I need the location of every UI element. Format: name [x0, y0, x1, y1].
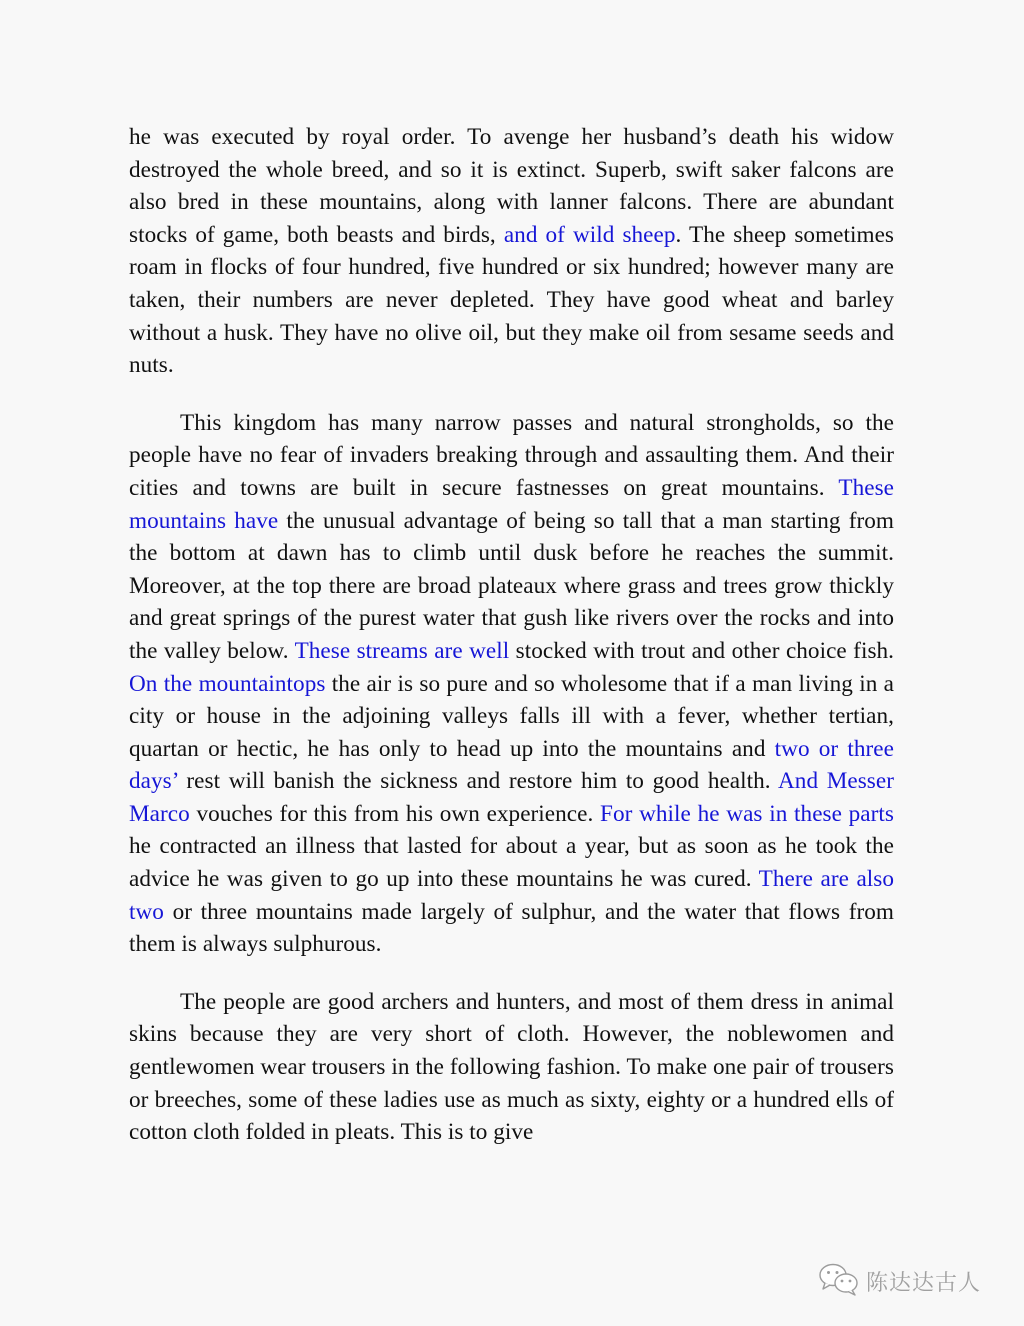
- watermark-text: 陈达达古人: [866, 1271, 982, 1296]
- highlighted-text: And Messer Marco: [129, 768, 894, 827]
- text-segment: he was executed by royal order. To avenge her husband’s death his widow destroyed the whole breed, and so it is extinct. Superb, swift saker falcons are also bred in these mountains, along with lanner falcons. There are abundant stocks of game, both beasts and birds,: [129, 124, 894, 248]
- highlighted-text: On the mountaintops: [129, 670, 326, 697]
- text-segment: . The sheep sometimes roam in flocks of four hundred, five hundred or six hundred; however many are taken, their numbers are never depleted. They have good wheat and barley without a husk. They have no olive oil, but they make oil from sesame seeds and nuts.: [129, 221, 894, 379]
- highlighted-text: and of wild sheep: [503, 221, 676, 248]
- text-segment: stocked with trout and other choice fish.: [509, 637, 895, 664]
- watermark: [818, 1262, 981, 1301]
- text-segment: vouches for this from his own experience.: [189, 800, 601, 827]
- highlighted-text: There are also two: [129, 866, 895, 925]
- text-segment: The people are good archers and hunters, and most of them dress in animal skins because they are very short of cloth. However, the noblewomen and gentlewomen wear trousers in the following fashion. To make one pair of trousers or breeches, some of these ladies use as much as sixty, eighty or a hundred ells of cotton cloth folded in pleats. This is to give: [129, 988, 894, 1146]
- paragraph-1: [129, 121, 894, 382]
- text-segment: This kingdom has many narrow passes and natural strongholds, so the people have no fear of invaders breaking through and assaulting them. And their cities and towns are built in secure fastnesses on great mountains.: [129, 409, 894, 501]
- text-segment: or three mountains made largely of sulphur, and the water that flows from them is always sulphurous.: [129, 898, 894, 958]
- highlighted-text: For while he was in these parts: [600, 800, 894, 827]
- paragraph-3: [129, 986, 894, 1149]
- text-segment: the unusual advantage of being so tall that a man starting from the bottom at dawn has to climb until dusk before he reaches the summit. Moreover, at the top there are broad plateaux where grass and trees grow thickly and great springs of the purest water that gush like rivers over the rocks and into the valley below.: [129, 507, 894, 664]
- document-page: [129, 121, 894, 1174]
- wechat-icon: [818, 1262, 860, 1301]
- paragraph-2: [129, 407, 894, 961]
- highlighted-text: These mountains have: [129, 474, 894, 534]
- highlighted-text: These streams are well: [294, 637, 510, 664]
- text-segment: the air is so pure and so wholesome that if a man living in a city or house in the adjoining valleys falls ill with a fever, whether tertian, quartan or hectic, he has only to head up into the mountains and: [129, 670, 895, 762]
- text-segment: rest will banish the sickness and restore him to good health.: [177, 768, 778, 795]
- text-segment: he contracted an illness that lasted for about a year, but as soon as he took the advice he was given to go up into these mountains he was cured.: [129, 833, 894, 893]
- highlighted-text: two or three days’: [129, 735, 894, 795]
